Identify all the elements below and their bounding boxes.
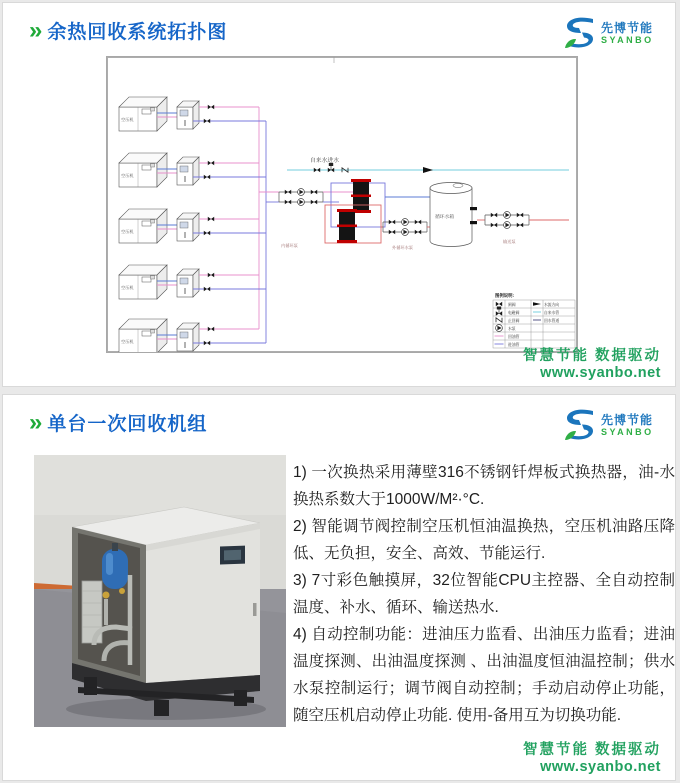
syanbo-logo-icon: [563, 407, 597, 443]
svg-text:水泵: 水泵: [508, 327, 516, 331]
outer-pump-label: 外循环水泵: [392, 245, 413, 250]
website-link[interactable]: www.syanbo.net: [540, 759, 661, 775]
brass-valve: [103, 592, 110, 599]
panel1-footer: [523, 344, 661, 381]
website-link[interactable]: www.syanbo.net: [540, 365, 661, 381]
svg-text:回油管: 回油管: [508, 335, 520, 339]
svg-text:空压机: 空压机: [121, 285, 134, 290]
svg-text:空压机: 空压机: [121, 229, 134, 234]
topology-diagram: [106, 56, 578, 353]
recovery-unit-cabinet: [72, 507, 260, 716]
slogan: 智慧节能 数据驱动: [522, 742, 661, 758]
feature-item: 1) 一次换热采用薄壁316不锈钢钎焊板式换热器，油-水换热系数大于1000W/M²·°C.: [293, 464, 675, 508]
feature-item: 4) 自动控制功能：进油压力监看、出油压力监看；进油温度探测、出油温度探测 、出油温度恒油温控制；供水水泵控制运行；调节阀自动控制；手动启动停止功能，随空压机启动停止功能. 使用-备用互为切换功能.: [293, 626, 675, 724]
double-chevron-icon: »: [29, 16, 41, 44]
brass-valve: [119, 588, 125, 594]
panel2-title-row: [29, 409, 207, 436]
svg-text:空压机: 空压机: [121, 173, 134, 178]
brand-logo: [563, 405, 659, 445]
expansion-tank: [102, 549, 128, 589]
panel2-footer: [523, 738, 661, 775]
double-chevron-icon: »: [29, 408, 41, 436]
svg-text:自来水管: 自来水管: [544, 311, 560, 315]
panel-recovery-unit: [2, 394, 676, 781]
svg-text:电磁阀: 电磁阀: [508, 311, 520, 315]
brand-name-cn: 先博节能: [601, 412, 654, 427]
syanbo-logo-icon: [563, 15, 597, 51]
inner-pump-label: 内循环泵: [281, 243, 298, 248]
svg-text:闸阀: 闸阀: [508, 303, 516, 307]
brand-name-cn: 先博节能: [601, 20, 654, 35]
circulation-water-tank: [430, 183, 477, 247]
svg-text:回水管道: 回水管道: [544, 319, 560, 323]
svg-text:进油管: 进油管: [508, 343, 520, 347]
topology-schematic: [107, 57, 577, 352]
door-handle: [253, 603, 257, 616]
delivery-pump-label: 输送泵: [503, 239, 516, 244]
panel2-title: 单台一次回收机组: [47, 414, 208, 435]
panel1-title: 余热回收系统拓扑图: [47, 22, 228, 43]
svg-text:空压机: 空压机: [121, 117, 134, 122]
feature-item: 3) 7寸彩色触摸屏，32位智能CPU主控器、全自动控制温度、补水、循环、输送热水.: [293, 572, 675, 616]
tank-label: 循环水箱: [435, 215, 455, 220]
svg-text:空压机: 空压机: [121, 339, 134, 344]
feature-item: 2) 智能调节阀控制空压机恒油温换热，空压机油路压降低、无负担，安全、高效、节能运行.: [293, 518, 675, 562]
tap-water-label: 自来水进水: [310, 158, 339, 164]
feature-list: [293, 459, 675, 729]
panel-topology: [2, 2, 676, 387]
equipment-photo: [34, 455, 286, 727]
panel1-title-row: [29, 17, 227, 44]
svg-text:止回阀: 止回阀: [508, 319, 520, 323]
brand-name-en: SYANBO: [601, 426, 654, 437]
brand-name-en: SYANBO: [601, 34, 654, 45]
slogan: 智慧节能 数据驱动: [522, 348, 661, 364]
brand-logo: [563, 13, 659, 53]
diagram-border: [108, 58, 577, 352]
water-pump-icon: [496, 325, 503, 332]
svg-text:水流方向: 水流方向: [544, 303, 560, 307]
legend-title: 图例说明:: [495, 293, 515, 298]
